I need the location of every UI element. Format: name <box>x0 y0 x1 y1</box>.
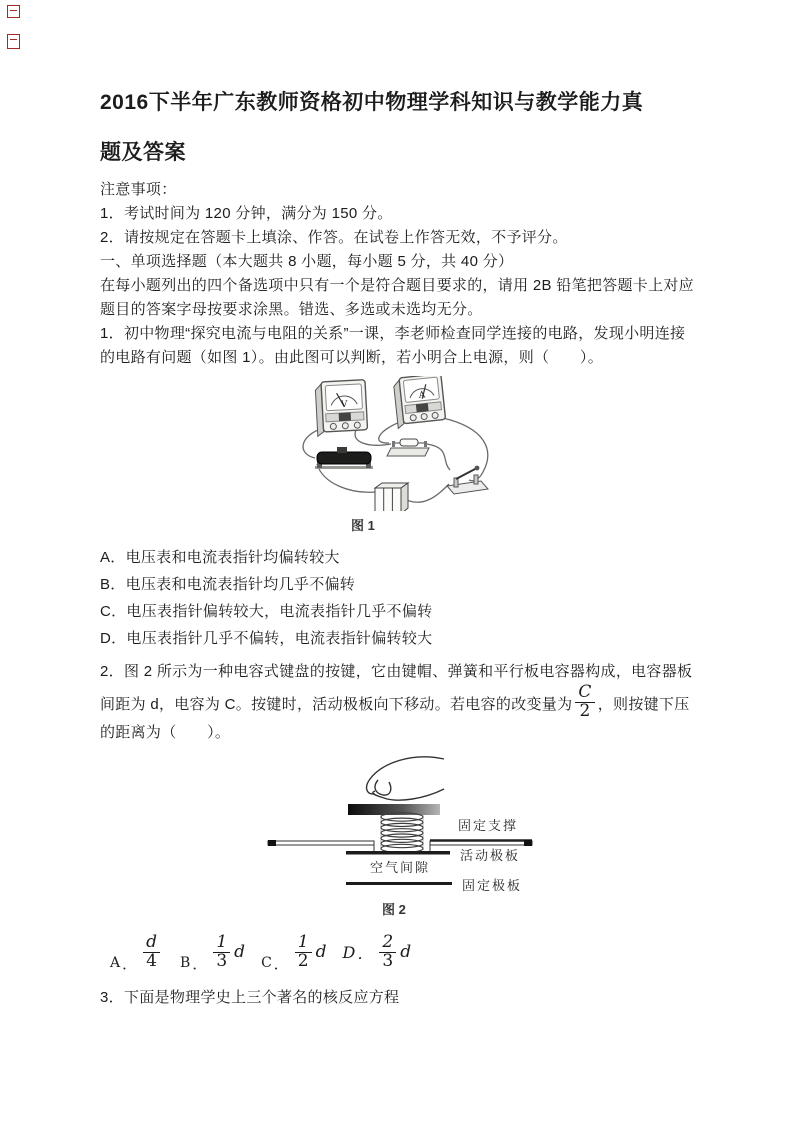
switch <box>447 466 488 494</box>
notice-heading: 注意事项： <box>100 181 177 198</box>
q2-option-c-numerator: 1 <box>295 934 312 953</box>
question-3-stem: 3．下面是物理学史上三个著名的核反应方程 <box>100 989 400 1007</box>
fraction-denominator: 2 <box>579 700 591 721</box>
question-2-stem <box>100 660 700 745</box>
figure-1 <box>293 376 528 536</box>
voltmeter-letter: V <box>340 399 348 410</box>
q1-option-a: A．电压表和电流表指针均偏转较大 <box>100 549 340 566</box>
q2-option-a-dot: ． <box>122 954 138 973</box>
notice-item-2: 2．请按规定在答题卡上填涂、作答。在试卷上作答无效，不予评分。 <box>100 229 568 246</box>
q2-option-d-dot: ． <box>357 943 374 963</box>
q2-option-d-numerator: 2 <box>379 934 396 953</box>
q2-option-d-label: D <box>342 942 356 962</box>
fixed-plate <box>346 882 452 885</box>
section-heading: 一、单项选择题（本大题共 8 小题，每小题 5 分，共 40 分） <box>100 253 514 270</box>
q2-option-b-numerator: 1 <box>213 934 230 953</box>
question-1-options <box>100 544 700 652</box>
ammeter-letter: A <box>418 390 426 402</box>
q2-inline-fraction <box>575 684 594 721</box>
q2-option-a <box>110 931 164 973</box>
q2-option-b-denominator: 3 <box>216 950 228 971</box>
q2-option-c-denominator: 2 <box>297 950 309 971</box>
title-line-1: 2016下半年广东教师资格初中物理学科知识与教学能力真 <box>100 91 644 114</box>
red-stamp-mark <box>7 5 20 18</box>
q2-option-b-tail: d <box>234 942 246 963</box>
q2-option-c <box>261 931 327 973</box>
q2-option-a-numerator: d <box>143 934 160 953</box>
red-stamp-mark <box>7 34 20 49</box>
notice-item-1: 1．考试时间为 120 分钟，满分为 150 分。 <box>100 205 393 222</box>
label-air-gap: 空气间隙 <box>370 859 431 875</box>
question-2-options <box>110 931 700 973</box>
label-fixed-plate: 固定极板 <box>462 877 523 893</box>
rheostat <box>315 447 373 469</box>
label-movable-plate: 活动极板 <box>460 847 521 863</box>
q1-option-d: D．电压表指针几乎不偏转，电流表指针偏转较大 <box>100 630 433 647</box>
q2-option-b-label: B <box>180 955 191 972</box>
page-title <box>100 78 700 178</box>
question-1-stem: 1．初中物理“探究电流与电阻的关系”一课，李老师检查同学连接的电路，发现小明连接的电路有问题（如图 1）。由此图可以判断，若小明合上电源，则（ ）。 <box>100 325 686 366</box>
battery-pack <box>375 483 408 511</box>
q2-option-a-denominator: 4 <box>146 950 157 971</box>
spring <box>381 812 423 852</box>
q1-option-b: B．电压表和电流表指针均几乎不偏转 <box>100 576 356 593</box>
q1-option-c: C．电压表指针偏转较大，电流表指针几乎不偏转 <box>100 603 433 620</box>
figure-1-caption: 图 1 <box>351 518 375 533</box>
q2-option-c-dot: ． <box>273 954 289 973</box>
resistor-board <box>387 439 429 456</box>
q2-option-d <box>342 931 412 971</box>
figure-2-caption: 图 2 <box>382 901 406 917</box>
q2-stem-before: 2．图 2 所示为一种电容式键盘的按键，它由键帽、弹簧和平行板电容器构成，电容器板间距为 d，电容为 C。按键时，活动极板向下移动。若电容的改变量为 <box>100 663 693 714</box>
fraction-numerator: C <box>575 684 594 703</box>
q2-option-d-tail: d <box>400 942 412 963</box>
circuit-photo-figure <box>293 376 528 511</box>
figure-2 <box>262 753 552 920</box>
finger-illustration <box>367 757 444 800</box>
title-line-2: 题及答案 <box>100 141 186 164</box>
q2-option-c-label: C <box>261 955 272 972</box>
q2-option-a-label: A <box>110 955 121 972</box>
voltmeter <box>315 380 368 437</box>
ammeter <box>393 376 446 428</box>
q2-option-b <box>180 931 246 973</box>
q2-option-c-tail: d <box>315 942 327 963</box>
q2-option-d-denominator: 3 <box>382 950 394 971</box>
movable-plate <box>346 851 450 855</box>
q2-option-b-dot: ． <box>192 954 208 973</box>
label-fixed-support: 固定支撑 <box>458 817 519 833</box>
q2-stem-after: ，则按键下压的距离为（ ）。 <box>100 696 690 741</box>
section-instruction: 在每小题列出的四个备选项中只有一个是符合题目要求的，请用 2B 铅笔把答题卡上对应题目的答案字母按要求涂黑。错选、多选或未选均无分。 <box>100 277 694 318</box>
